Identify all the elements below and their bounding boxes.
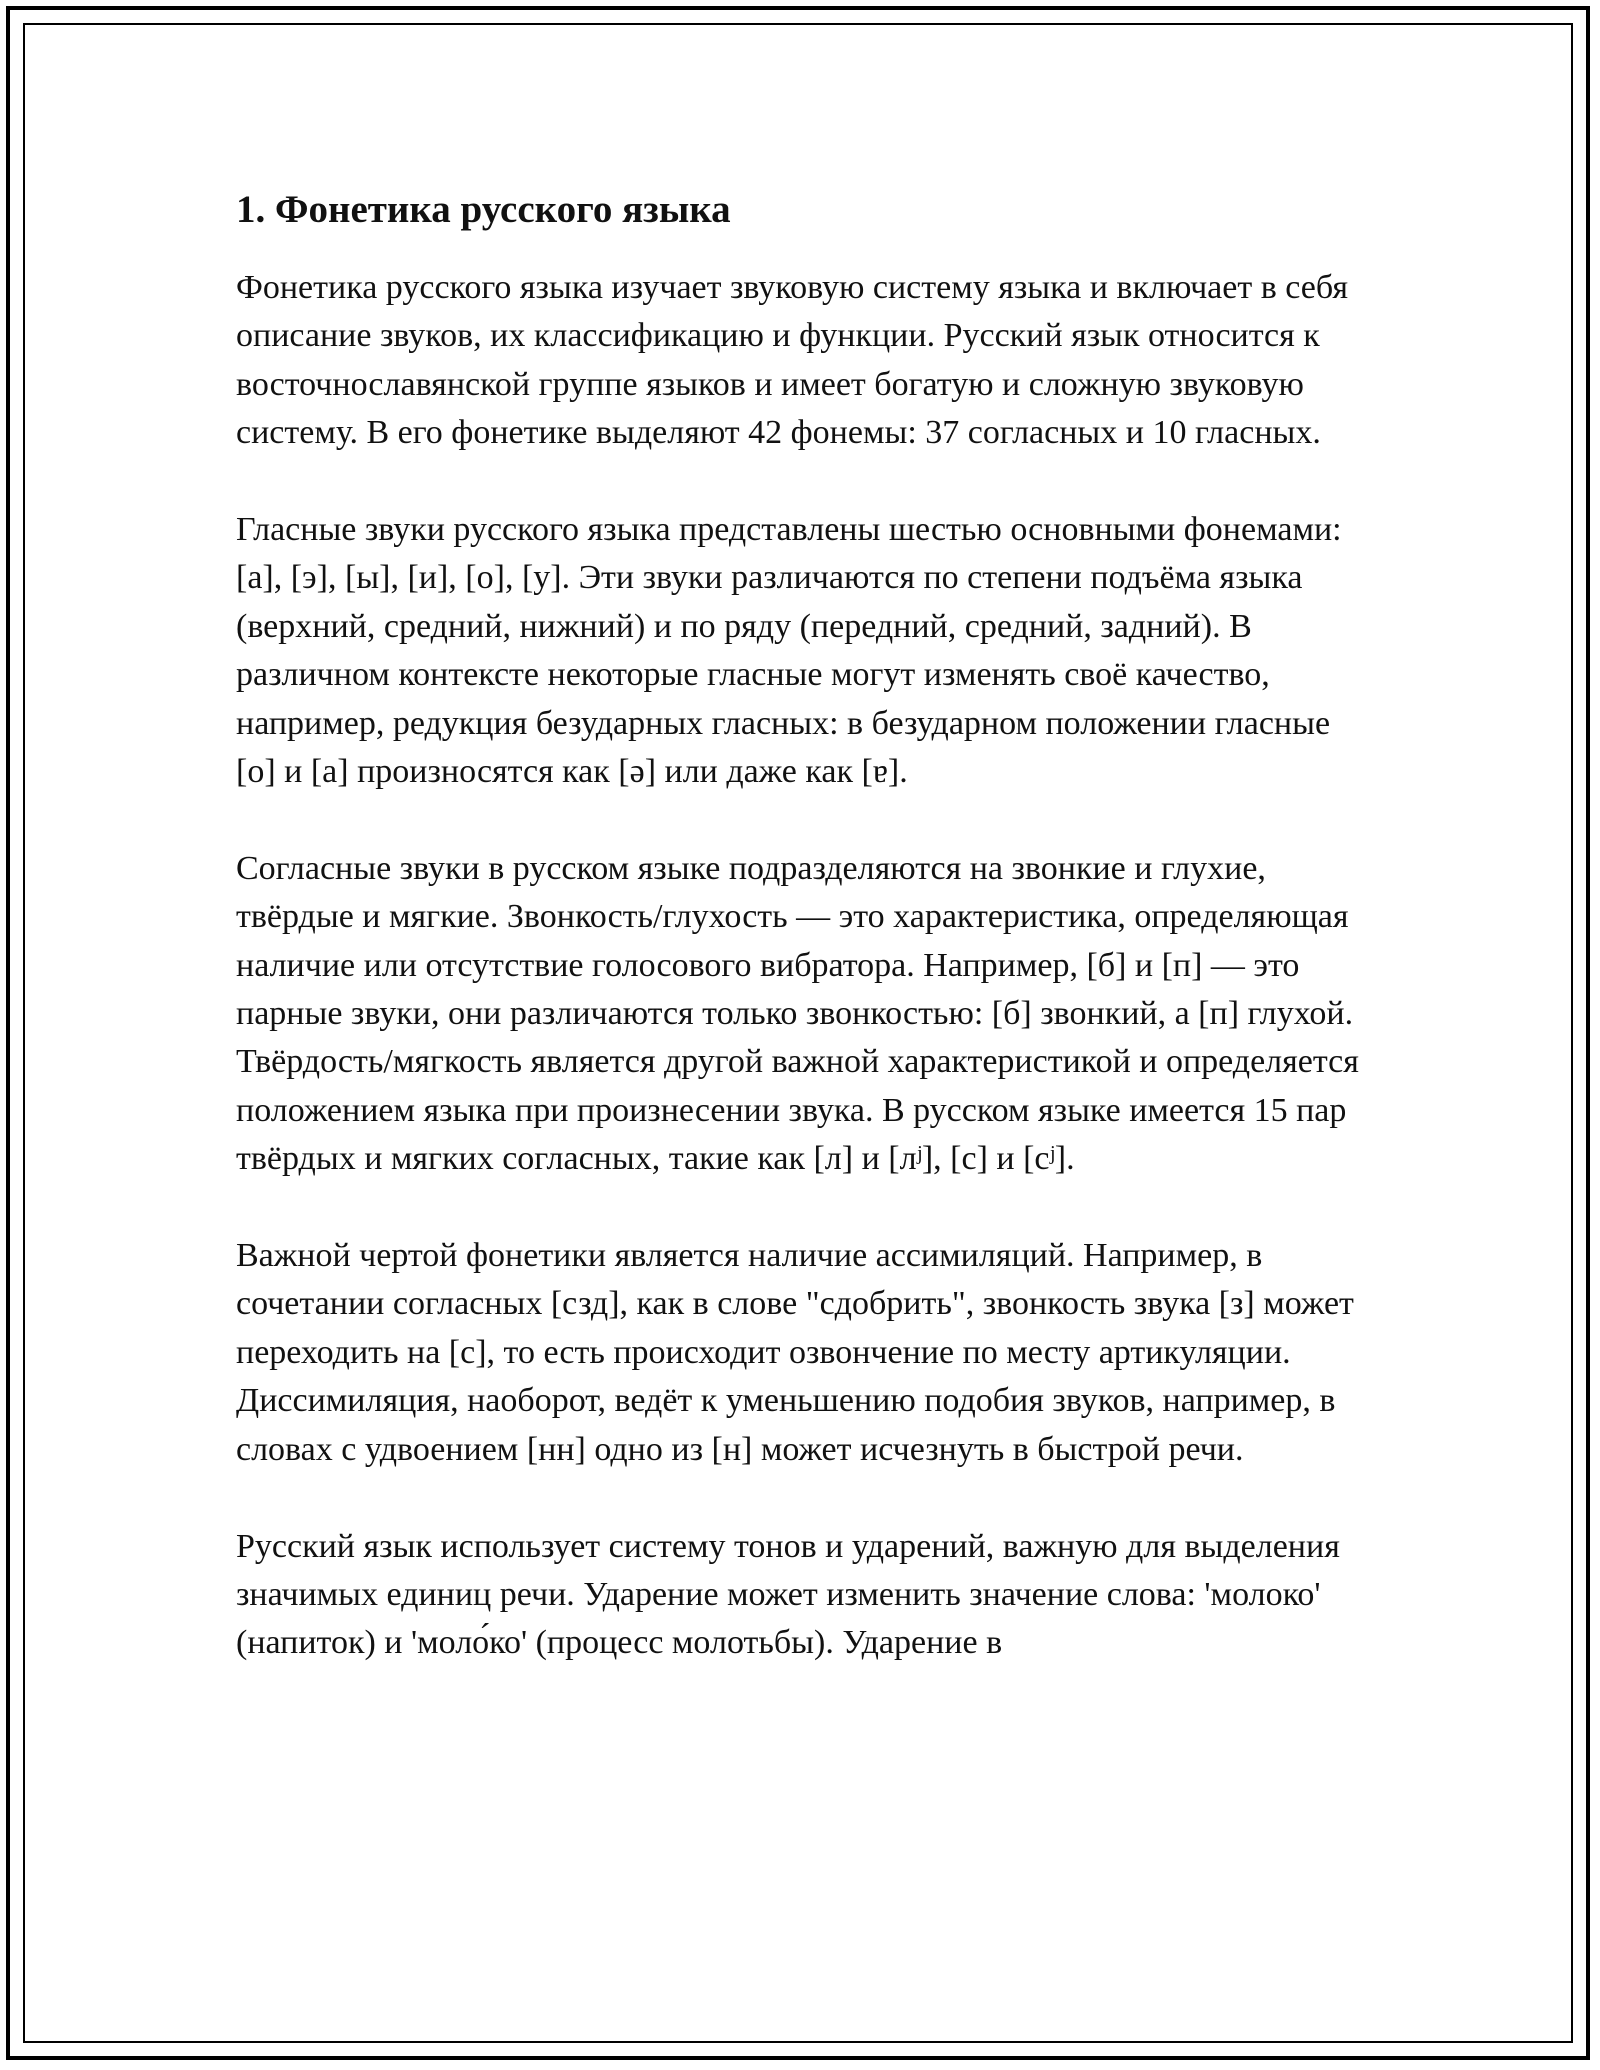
section-heading: 1. Фонетика русского языка <box>236 188 731 231</box>
document-body <box>236 184 1366 1716</box>
paragraph-assimilation: Важной чертой фонетики является наличие ассимиляций. Например, в сочетании согласных [сзд], как в слове "сдобрить", звонкость звука [з] может переходить на [с], то есть происходит озвончение по месту артикуляции. Диссимиляция, наоборот, ведёт к уменьшению подобия звуков, например, в словах с удвоением [нн] одно из [н] может исчезнуть в быстрой речи. <box>236 1237 1354 1468</box>
paragraph-stress: Русский язык использует систему тонов и ударений, важную для выделения значимых единиц речи. Ударение может изменить значение слова: 'молоко' (напиток) и 'моло́ко' (процесс молотьбы). Ударение в <box>236 1527 1340 1662</box>
paragraph-intro: Фонетика русского языка изучает звуковую систему языка и включает в себя описание звуков, их классификацию и функции. Русский язык относится к восточнославянской группе языков и имеет богатую и сложную звуковую систему. В его фонетике выделяют 42 фонемы: 37 согласных и 10 гласных. <box>236 269 1348 452</box>
paragraph-consonants: Согласные звуки в русском языке подразделяются на звонкие и глухие, твёрдые и мягкие. Звонкость/глухость — это характеристика, определяющая наличие или отсутствие голосового вибратора. Например, [б] и [п] — это парные звуки, они различаются только звонкостью: [б] звонкий, а [п] глухой. Твёрдость/мягкость является другой важной характеристикой и определяется положением языка при произнесении звука. В русском языке имеется 15 пар твёрдых и мягких согласных, такие как [л] и [лʲ], [с] и [сʲ]. <box>236 849 1359 1178</box>
paragraph-vowels: Гласные звуки русского языка представлены шестью основными фонемами: [а], [э], [ы], [и], [о], [у]. Эти звуки различаются по степени подъёма языка (верхний, средний, нижний) и по ряду (передний, средний, задний). В различном контексте некоторые гласные могут изменять своё качество, например, редукция безударных гласных: в безударном положении гласные [о] и [а] произносятся как [ə] или даже как [ɐ]. <box>236 511 1342 791</box>
